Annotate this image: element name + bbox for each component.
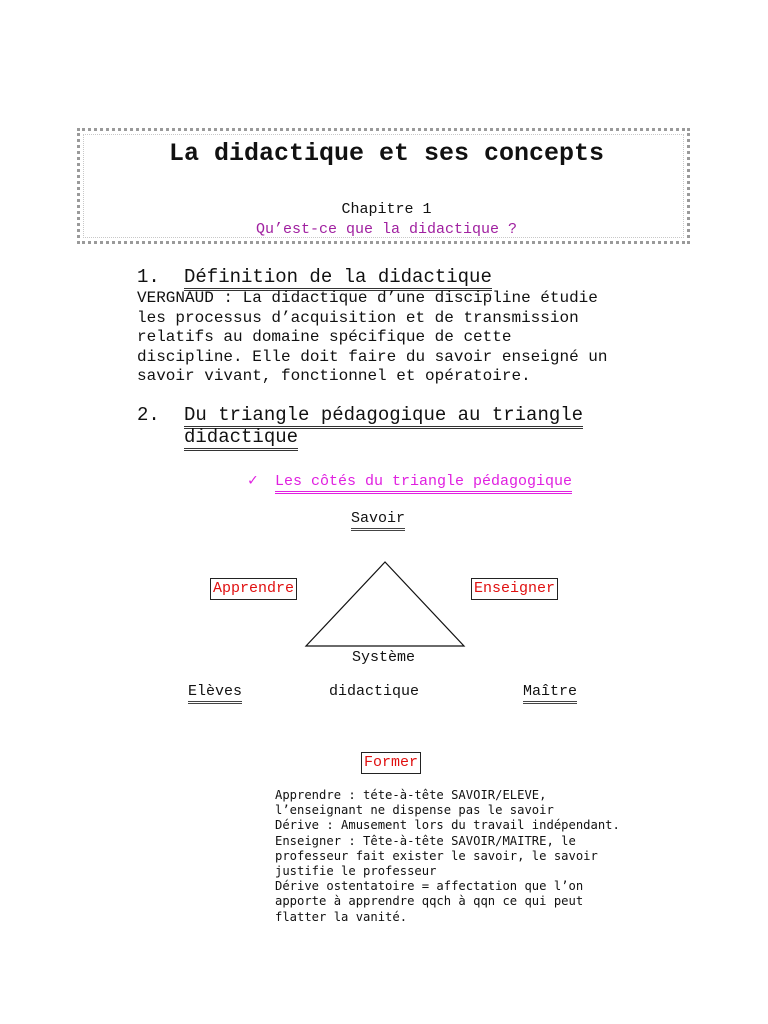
section-2-heading xyxy=(137,404,584,448)
notes-block: Apprendre : téte-à-tête SAVOIR/ELEVE, l’enseignant ne dispense pas le savoir Dérive : Amusement lors du travail indépendant. Enseigner : Tête-à-tête SAVOIR/MAITRE, le professeur fait exister le savoir, le savoir justifie le professeur Dérive ostentatoire = affectation que l’on apporte à apprendre qqch à qqn ce qui peut flatter la vanité. xyxy=(275,788,620,924)
section-1-paragraph: VERGNAUD : La didactique d’une discipline étudie les processus d’acquisition et de transmission relatifs au domaine spécifique de cette discipline. Elle doit faire du savoir enseigné un savoir vivant, fonctionnel et opératoire. xyxy=(137,289,608,385)
bullet-item xyxy=(248,470,572,490)
checkmark-icon: ✓ xyxy=(248,472,258,490)
section-1-heading xyxy=(137,266,492,288)
section-2-number: 2. xyxy=(137,404,160,426)
side-enseigner: Enseigner xyxy=(471,578,558,600)
section-1-title: Définition de la didactique xyxy=(184,266,492,291)
center-label-systeme: Système xyxy=(352,649,416,666)
node-maitre: Maître xyxy=(523,683,577,704)
side-former: Former xyxy=(361,752,421,774)
section-2-title-line2: didactique xyxy=(184,426,298,451)
center-label-didactique: didactique xyxy=(329,683,420,700)
document-title: La didactique et ses concepts xyxy=(168,139,605,168)
chapter-subtitle: Qu’est-ce que la didactique ? xyxy=(255,221,518,238)
bullet-label: Les côtés du triangle pédagogique xyxy=(275,473,572,494)
side-apprendre: Apprendre xyxy=(210,578,297,600)
node-savoir: Savoir xyxy=(351,510,405,531)
title-box xyxy=(77,128,690,244)
section-1-number: 1. xyxy=(137,266,160,288)
section-2-title-line1: Du triangle pédagogique au triangle xyxy=(184,404,583,429)
node-eleves: Elèves xyxy=(188,683,242,704)
chapter-label: Chapitre 1 xyxy=(341,201,432,218)
pedagogic-triangle xyxy=(300,558,470,650)
